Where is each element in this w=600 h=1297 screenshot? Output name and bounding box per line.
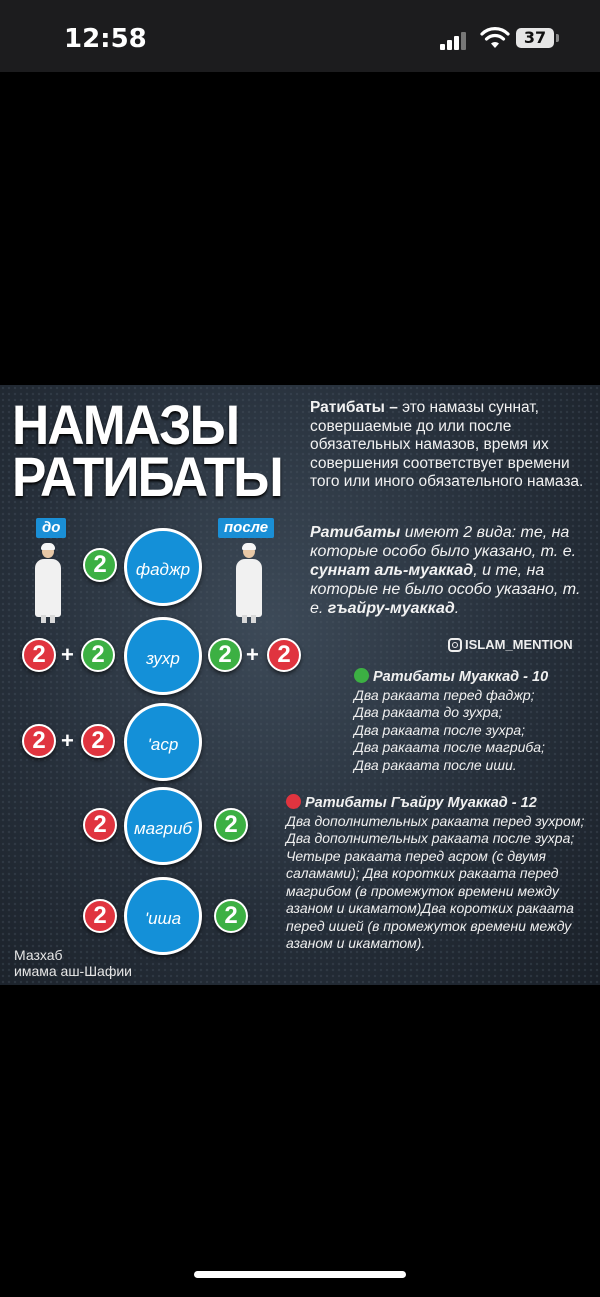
prayer-isha: 'иша: [124, 877, 202, 955]
types-term: Ратибаты: [310, 524, 401, 541]
instagram-icon: [448, 638, 462, 652]
wifi-icon: [480, 26, 510, 50]
red-dot-icon: [286, 794, 301, 809]
types-bold-2: гъайру-муаккад: [327, 600, 455, 617]
title-line-2: РАТИБАТЫ: [12, 445, 282, 508]
label-after: после: [218, 518, 274, 538]
list-item: Два ракаата после иши.: [354, 756, 517, 773]
zuhr-after-count-2: 2: [267, 638, 301, 672]
plus-sign: +: [246, 642, 259, 667]
green-dot-icon: [354, 668, 369, 683]
list-item: Два ракаата после магриба;: [354, 739, 545, 755]
isha-before-count: 2: [83, 899, 117, 933]
ratibat-infographic: [0, 385, 600, 985]
intro-text: [310, 399, 595, 492]
plus-sign: +: [61, 728, 74, 753]
prayer-maghrib: магриб: [124, 787, 202, 865]
intro-body: это намазы суннат, совершаемые до или после обязательных намазов, время их совершения соответствует времени того или иного обязательного намаза.: [310, 399, 584, 490]
fajr-before-count: 2: [83, 548, 117, 582]
maghrib-before-count: 2: [83, 808, 117, 842]
muakkad-heading: [354, 668, 594, 687]
list-item: Два ракаата перед фаджр;: [354, 686, 535, 703]
prayer-fajr: фаджр: [124, 528, 202, 606]
zuhr-before-count-1: 2: [22, 638, 56, 672]
types-part-1: имеют 2 вида: те, на которые особо было указано, т. е.: [310, 524, 577, 560]
intro-term: Ратибаты –: [310, 399, 398, 416]
title-line-1: НАМАЗЫ: [12, 393, 239, 456]
prayer-zuhr: зухр: [124, 617, 202, 695]
ghair-heading: [286, 794, 592, 813]
list-item: Два ракаата до зухра;: [354, 704, 503, 720]
prayer-asr: 'аср: [124, 703, 202, 781]
instagram-handle-text: ISLAM_MENTION: [465, 637, 573, 652]
praying-man-figure-before: [35, 545, 61, 623]
label-before: до: [36, 518, 66, 538]
muakkad-heading-text: Ратибаты Муаккад - 10: [373, 669, 549, 685]
plus-sign: +: [61, 642, 74, 667]
ghair-muakkad-list: [286, 794, 592, 953]
madhab-line-2: имама аш-Шафии: [14, 963, 132, 979]
madhab-caption: [14, 947, 132, 979]
zuhr-before-count-2: 2: [81, 638, 115, 672]
ghair-heading-text: Ратибаты Гъайру Муаккад - 12: [305, 795, 537, 811]
instagram-handle: [448, 637, 573, 652]
battery-tip: [556, 34, 559, 42]
praying-man-figure-after: [236, 545, 262, 623]
home-indicator[interactable]: [194, 1271, 406, 1278]
list-item: Два ракаата после зухра;: [354, 721, 526, 738]
battery-icon: 37: [516, 28, 554, 48]
status-time: 12:58: [64, 24, 147, 54]
types-bold-1: суннат аль-муаккад: [310, 562, 474, 579]
types-end: .: [454, 600, 460, 617]
zuhr-after-count-1: 2: [208, 638, 242, 672]
types-part-2: , и те, на которые не было особо указано, т. е.: [310, 562, 581, 617]
ghair-description: Два дополнительных ракаата перед зухром; Два дополнительных ракаата после зухра; Четыре ракаата перед асром (с двумя саламами); Два коротких ракаата перед магрибом (в промежуток времени между азаном и икаматом)Два коротких ракаата перед ишей (в промежуток времени между азаном и икаматом).: [286, 812, 585, 951]
status-bar: [0, 0, 600, 72]
types-text: [310, 523, 595, 618]
madhab-line-1: Мазхаб: [14, 947, 63, 963]
asr-before-count-1: 2: [22, 724, 56, 758]
asr-before-count-2: 2: [81, 724, 115, 758]
isha-after-count: 2: [214, 899, 248, 933]
muakkad-list: [354, 668, 594, 774]
poster-title: [12, 393, 282, 508]
cellular-signal-icon: [440, 30, 468, 50]
maghrib-after-count: 2: [214, 808, 248, 842]
